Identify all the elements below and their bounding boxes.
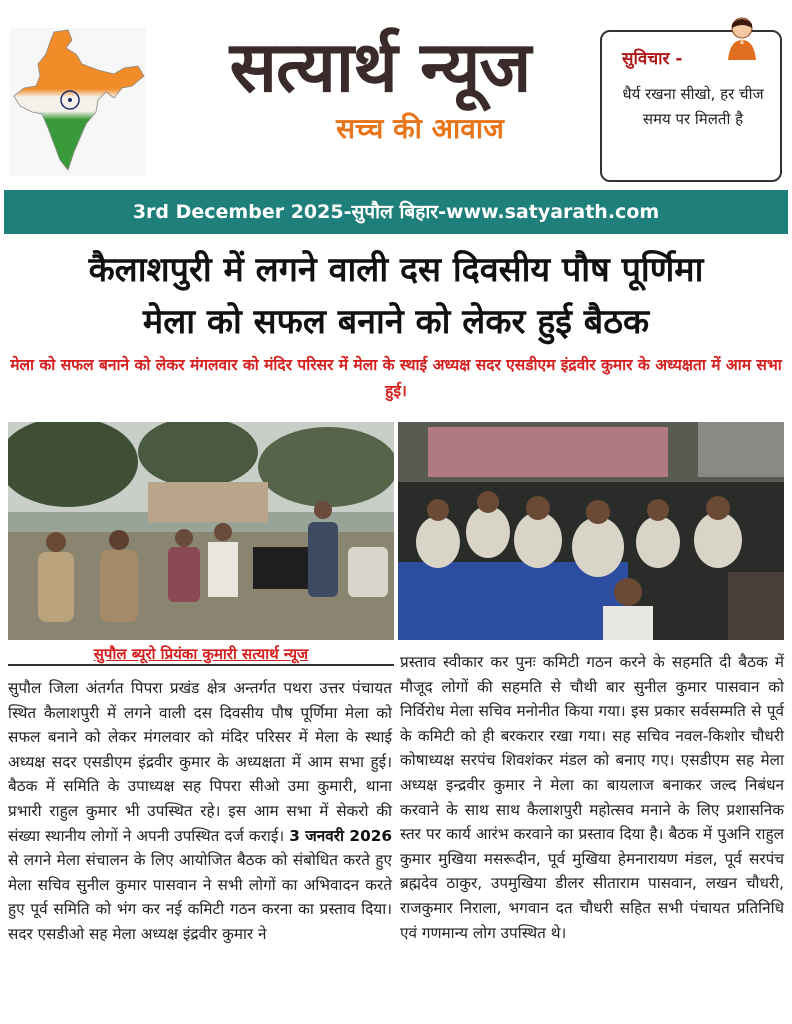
thought-of-the-day-box [600,30,782,182]
article-headline [8,244,784,348]
namaste-figure-icon [722,14,762,62]
article-byline [8,644,394,666]
newspaper-title: सत्यार्थ न्यूज [229,26,531,108]
byline-text: सुपौल ब्यूरो प्रियंका कुमारी सत्यार्थ न्यूज [93,645,309,663]
meeting-photo-crowd [398,422,784,640]
article-body-right-column [400,650,784,945]
india-map-logo [10,28,146,176]
headline-line-2: मेला को सफल बनाने को लेकर हुई बैठक [142,302,650,342]
thought-heading: सुविचार - [622,49,683,69]
thought-text: धैर्य रखना सीखो, हर चीज समय पर मिलती है [622,85,764,128]
headline-line-1: कैलाशपुरी में लगने वाली दस दिवसीय पौष पूर्णिमा [88,250,704,290]
article-body-left-column [8,676,392,947]
body-text-date-bold: 3 जनवरी 2026 [289,826,393,845]
meeting-photo-officials [8,422,394,640]
brand [160,22,600,146]
body-paragraph-left [8,676,392,947]
date-location-bar: 3rd December 2025-सुपौल बिहार-www.satyarath.com [4,190,788,234]
article-subheadline: मेला को सफल बनाने को लेकर मंगलवार को मंदिर परिसर में मेला के स्थाई अध्यक्ष सदर एसडीएम इंद्रवीर कुमार के अध्यक्षता में आम सभा हुई। [10,356,782,400]
newspaper-tagline: सच्च की आवाज [336,112,504,145]
body-text-left-b: से लगने मेला संचालन के लिए आयोजित बैठक को संबोधित करते हुए मेला सचिव सुनील कुमार पासवान ने सभी लोगों का अभिवादन करते हुए पूर्व समिति को भंग कर नई कमिटी गठन करना का प्रस्ताव दिया। सदर एसडीओ सह मेला अध्यक्ष इंद्रवीर कुमार ने [8,851,392,943]
body-text-left-a: सुपौल जिला अंतर्गत पिपरा प्रखंड क्षेत्र अन्तर्गत पथरा उत्तर पंचायत स्थित कैलाशपुरी में लगने वाली दस दिवसीय पौष पूर्णिमा मेला को सफल बनाने को लेकर मंगलवार को मंदिर परिसर में मेला के स्थाई अध्यक्ष सदर एसडीएम इंद्रवीर कुमार के अध्यक्षता में आम सभा हुई। बैठक में समिति के उपाध्यक्ष सह पिपरा सीओ उमा कुमारी, थाना प्रभारी राहुल कुमार भी उपस्थित रहे। इस आम सभा में सेकरो की संख्या स्थानीय लोगों ने अपनी उपस्थित दर्ज कराई। [8,679,392,845]
masthead [0,0,792,186]
body-paragraph-right: प्रस्ताव स्वीकार कर पुनः कमिटी गठन करने के सहमति दी बैठक में मौजूद लोगों की सहमति से चौथी बार सुनील कुमार पासवान को निर्विरोध मेला सचिव मनोनीत किया गया। इस प्रकार सर्वसम्मति से पूर्व के कमिटी को ही बरकरार रखा गया। सह सचिव नवल-किशोर चौधरी कोषाध्यक्ष सरपंच शिवशंकर मंडल को बनाए गए। एसडीएम सह मेला अध्यक्ष इन्द्रवीर कुमार ने मेला का बायलाज बनाकर जल्द निबंधन करवाने के साथ साथ कैलाशपुरी महोत्सव मनाने के लिए प्रशासनिक स्तर पर कार्य आरंभ करवाने का प्रस्ताव दिया है। बैठक में पुअनि राहुल कुमार मुखिया मसरूदीन, पूर्व मुखिया हेमनारायण मंडल, पूर्व सरपंच ब्रह्मदेव ठाकुर, उपमुखिया डीलर सीताराम पासवान, लखन चौधरी, राजकुमार निराला, भगवान दत चौधरी सहित सभी पंचायत प्रतिनिधि एवं गणमान्य लोग उपस्थित थे। [400,653,784,942]
